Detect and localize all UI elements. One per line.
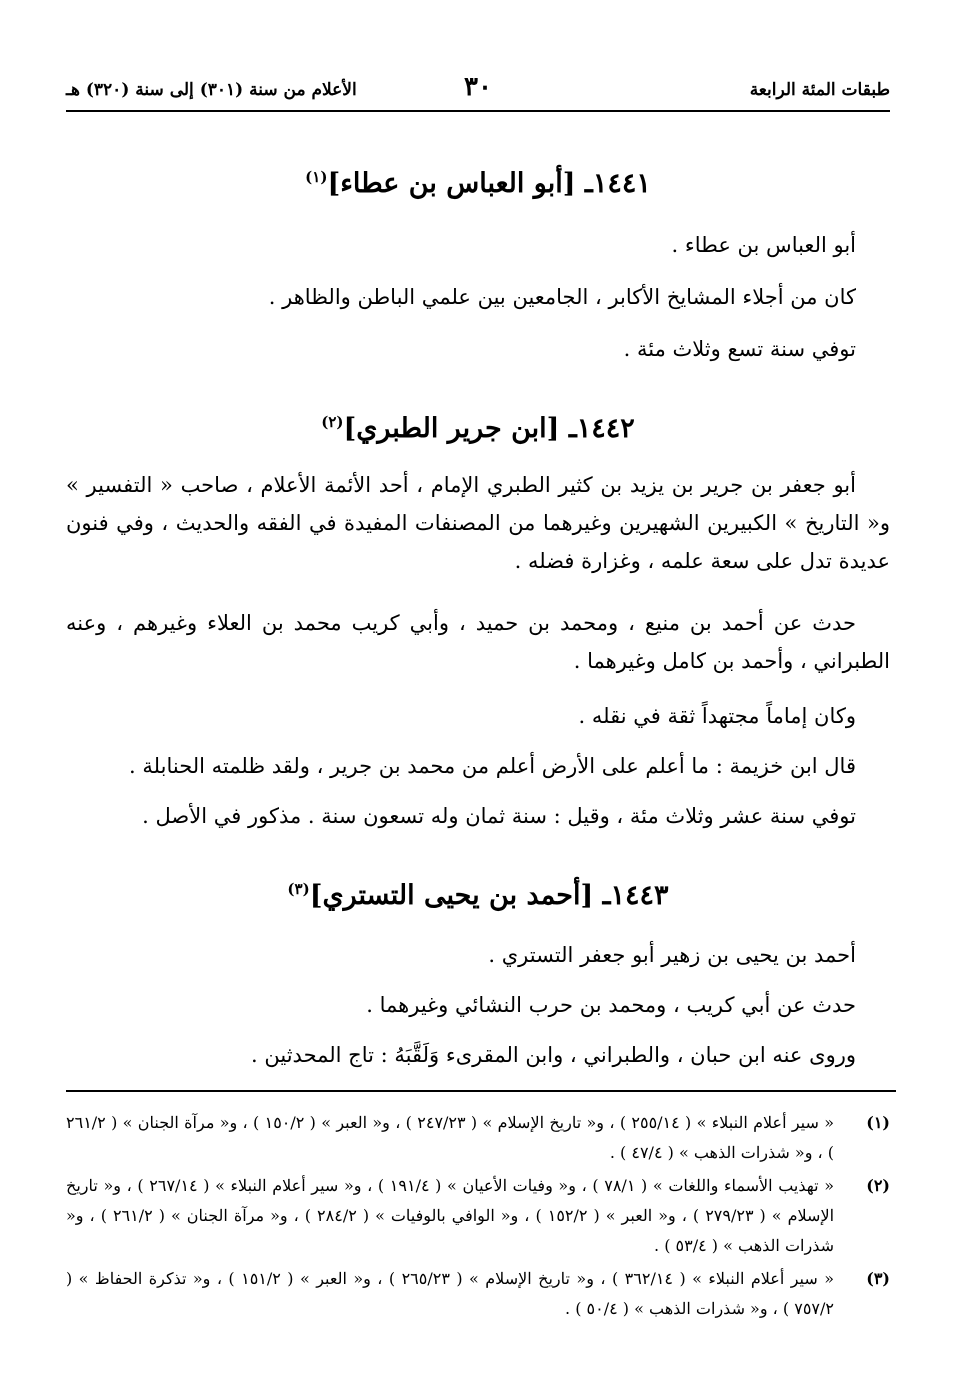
entry-paragraph: وكان إماماً مجتهداً ثقة في نقله . xyxy=(578,704,856,728)
running-header xyxy=(66,72,890,106)
footnote xyxy=(66,1108,890,1168)
entry-paragraph: توفي سنة عشر وثلاث مئة ، وقيل : سنة ثمان وله تسعون سنة . مذكور في الأصل . xyxy=(142,804,856,828)
entry-title: ١٤٤٣ـ [أحمد بن يحيى التستري] xyxy=(309,880,669,911)
page-number: ٣٠ xyxy=(464,72,492,102)
footnotes xyxy=(66,1108,890,1327)
footnote-number: (٣) xyxy=(866,1269,890,1288)
entry-paragraph: أحمد بن يحيى بن زهير أبو جعفر التستري . xyxy=(488,943,856,967)
footnote-number: (١) xyxy=(866,1113,890,1132)
entry-paragraph: حدث عن أحمد بن منيع ، ومحمد بن حميد ، وأبي كريب محمد بن العلاء وغيرهم ، وعنه الطبراني ، وأحمد بن كامل وغيرهما . xyxy=(66,611,890,673)
footnote-text: « سير أعلام النبلاء » ( ٣٦٢/١٤ ) ، و« تاريخ الإسلام » ( ٢٦٥/٢٣ ) ، و« العبر » ( ١٥١/٢ ) ، و« تذكرة الحفاظ » ( ٧٥٧/٢ ) ، و« شذرات الذهب » ( ٥٠/٤ ) . xyxy=(66,1269,835,1318)
entry-paragraph: أبو جعفر بن جرير بن يزيد بن كثير الطبري الإمام ، أحد الأئمة الأعلام ، صاحب « التفسير » و« التاريخ » الكبيرين الشهيرين وغيرهما من المصنفات المفيدة في الفقه والحديث ، وفي فنون عديدة تدل على سعة علمه ، وغزارة فضله . xyxy=(66,473,890,573)
footnote-ref: (٣) xyxy=(287,880,310,898)
footnote-text: « تهذيب الأسماء واللغات » ( ٧٨/١ ) ، و« وفيات الأعيان » ( ١٩١/٤ ) ، و« سير أعلام النبلاء » ( ٢٦٧/١٤ ) ، و« تاريخ الإسلام » ( ٢٧٩/٢٣ ) ، و« العبر » ( ١٥٢/٢ ) ، و« الوافي بالوفيات » ( ٢٨٤/٢ ) ، و« مرآة الجنان » ( ٢٦١/٢ ) ، و« شذرات الذهب » ( ٥٣/٤ ) . xyxy=(66,1176,835,1255)
footnote-rule xyxy=(66,1090,896,1092)
entry-paragraph: توفي سنة تسع وثلاث مئة . xyxy=(623,337,856,361)
entry-paragraph: قال ابن خزيمة : ما أعلم على الأرض أعلم من محمد بن جرير ، ولقد ظلمته الحنابلة . xyxy=(129,754,856,778)
entry-paragraph: وروى عنه ابن حبان ، والطبراني ، وابن المقرىء وَلَقَّبَهُ : تاج المحدثين . xyxy=(251,1043,856,1067)
entry-title: ١٤٤١ـ [أبو العباس بن عطاء] xyxy=(327,168,651,199)
entry-paragraph: كان من أجلاء المشايخ الأكابر ، الجامعين بين علمي الباطن والظاهر . xyxy=(268,285,856,309)
entry-heading xyxy=(66,880,890,911)
entry-paragraph: حدث عن أبي كريب ، ومحمد بن حرب النشائي وغيرهما . xyxy=(366,993,856,1017)
entry-title: ١٤٤٢ـ [ابن جرير الطبري] xyxy=(343,413,635,444)
footnote-text: « سير أعلام النبلاء » ( ٢٥٥/١٤ ) ، و« تاريخ الإسلام » ( ٢٤٧/٢٣ ) ، و« العبر » ( ١٥٠/٢ ) ، و« مرآة الجنان » ( ٢٦١/٢ ) ، و« شذرات الذهب » ( ٤٧/٤ ) . xyxy=(66,1113,835,1162)
entry-heading xyxy=(66,413,890,444)
footnote-number: (٢) xyxy=(866,1176,890,1195)
book-title: طبقات المئة الرابعة xyxy=(749,80,890,100)
entry-paragraph: أبو العباس بن عطاء . xyxy=(671,233,856,257)
footnote-ref: (٢) xyxy=(321,413,344,431)
footnote xyxy=(66,1171,890,1261)
entry-heading xyxy=(66,168,890,199)
footnote-ref: (١) xyxy=(305,168,328,186)
header-rule xyxy=(66,110,890,112)
section-title: الأعلام من سنة (٣٠١) إلى سنة (٣٢٠) هـ xyxy=(66,80,357,100)
footnote xyxy=(66,1264,890,1324)
